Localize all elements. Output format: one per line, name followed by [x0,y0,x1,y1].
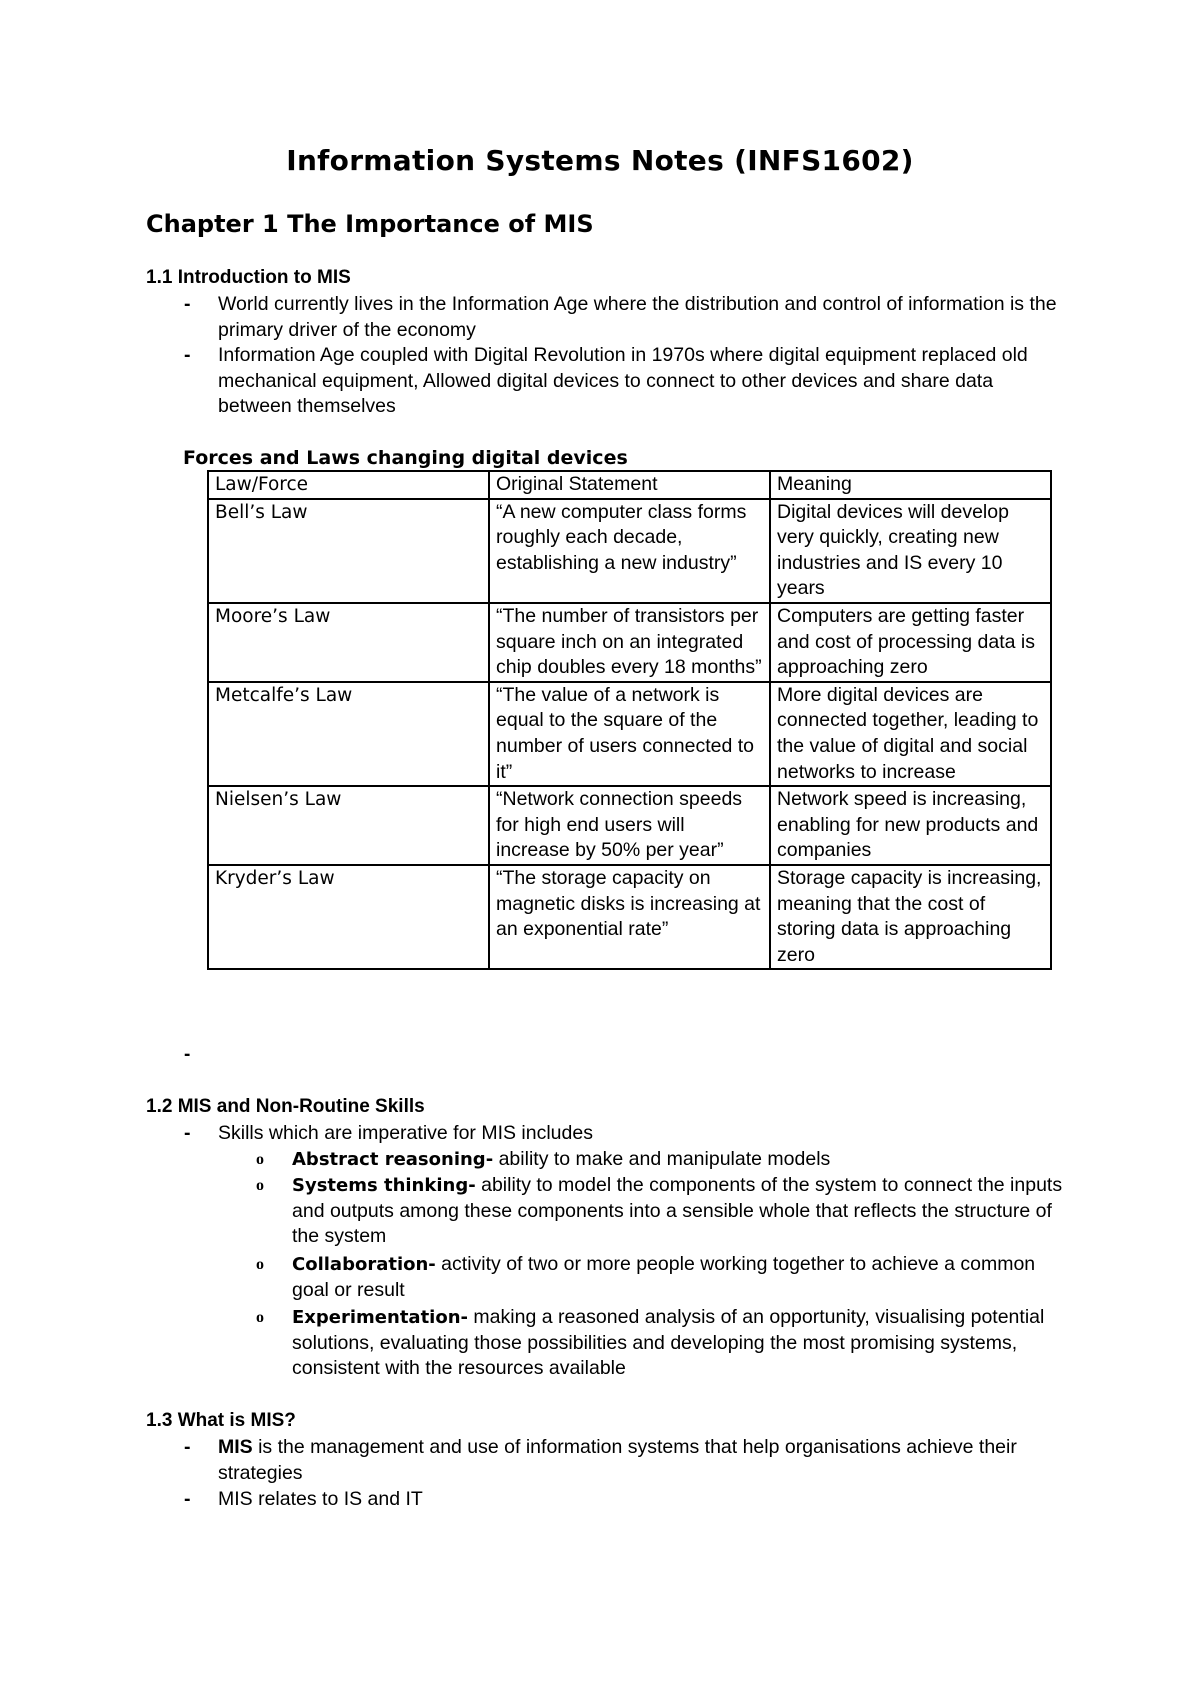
definition: making a reasoned analysis of an opportunity, visualising potential solutions, evaluating those possibilities and developing the most promising systems, consistent with the resources available [292,1306,1045,1380]
list-item-text: Information Age coupled with Digital Revolution in 1970s where digital equipment replaced old mechanical equipment, Allowed digital devices to connect to other devices and share data between themselves [218,344,1028,418]
table-cell: “The storage capacity on magnetic disks is increasing at an exponential rate” [489,865,770,969]
section-heading-1-2: 1.2 MIS and Non-Routine Skills [146,1096,425,1117]
table-cell: “A new computer class forms roughly each decade, establishing a new industry” [489,499,770,603]
table-header-row [208,471,1051,499]
dash-bullet: - [184,1436,191,1458]
term: Abstract reasoning- [292,1149,494,1170]
list-item-text: MIS relates to IS and IT [218,1488,423,1510]
table-cell: “The number of transistors per square inch on an integrated chip doubles every 18 months” [489,603,770,682]
term: MIS [218,1436,253,1458]
definition: ability to model the components of the system to connect the inputs and outputs among these components into a sensible whole that reflects the structure of the system [292,1174,1063,1248]
list-item [146,1487,1066,1513]
table-cell: Network speed is increasing, enabling for new products and companies [770,786,1051,865]
term: Experimentation- [292,1307,469,1328]
trailing-dash: - [184,1044,191,1065]
sub-list-item [146,1147,1066,1173]
table-row [208,603,1051,682]
dash-bullet: - [184,293,191,315]
table-cell: Moore’s Law [208,603,489,682]
table-row [208,499,1051,603]
circle-bullet-icon: o [256,1309,264,1326]
table-row [208,786,1051,865]
table-heading: Forces and Laws changing digital devices [183,447,628,469]
list-item [146,292,1066,343]
sub-list-item [146,1173,1066,1250]
dash-bullet: - [184,1488,191,1510]
table-cell: Computers are getting faster and cost of processing data is approaching zero [770,603,1051,682]
circle-bullet-icon: o [256,1177,264,1194]
list-item-text: World currently lives in the Information Age where the distribution and control of information is the primary driver of the economy [218,293,1057,341]
header-cell: Meaning [770,471,1051,499]
dash-bullet: - [184,1122,191,1144]
term: Collaboration- [292,1254,436,1275]
table-cell: Bell’s Law [208,499,489,603]
list-item [146,343,1066,420]
document-title: Information Systems Notes (INFS1602) [286,144,914,177]
table-cell: Nielsen’s Law [208,786,489,865]
laws-table [207,470,1052,970]
header-cell: Original Statement [489,471,770,499]
dash-bullet: - [184,344,191,366]
table-cell: “The value of a network is equal to the square of the number of users connected to it” [489,682,770,786]
list-item [146,1435,1066,1486]
term: Systems thinking- [292,1175,476,1196]
table-row [208,682,1051,786]
section-heading-1-1: 1.1 Introduction to MIS [146,267,351,288]
table-cell: Storage capacity is increasing, meaning that the cost of storing data is approaching zero [770,865,1051,969]
sub-list-item [146,1305,1066,1382]
table-cell: Digital devices will develop very quickly, creating new industries and IS every 10 years [770,499,1051,603]
sub-list-item [146,1252,1066,1303]
chapter-heading: Chapter 1 The Importance of MIS [146,210,594,238]
definition: activity of two or more people working together to achieve a common goal or result [292,1253,1036,1301]
definition: is the management and use of information systems that help organisations achieve their strategies [218,1436,1017,1484]
circle-bullet-icon: o [256,1151,264,1168]
circle-bullet-icon: o [256,1256,264,1273]
definition: ability to make and manipulate models [493,1148,831,1170]
table-cell: Metcalfe’s Law [208,682,489,786]
table-cell: “Network connection speeds for high end users will increase by 50% per year” [489,786,770,865]
header-cell: Law/Force [208,471,489,499]
table-row [208,865,1051,969]
list-item-text: Skills which are imperative for MIS includes [218,1122,593,1144]
section-heading-1-3: 1.3 What is MIS? [146,1410,296,1431]
table-cell: Kryder’s Law [208,865,489,969]
table-cell: More digital devices are connected together, leading to the value of digital and social networks to increase [770,682,1051,786]
list-item [146,1121,1066,1147]
